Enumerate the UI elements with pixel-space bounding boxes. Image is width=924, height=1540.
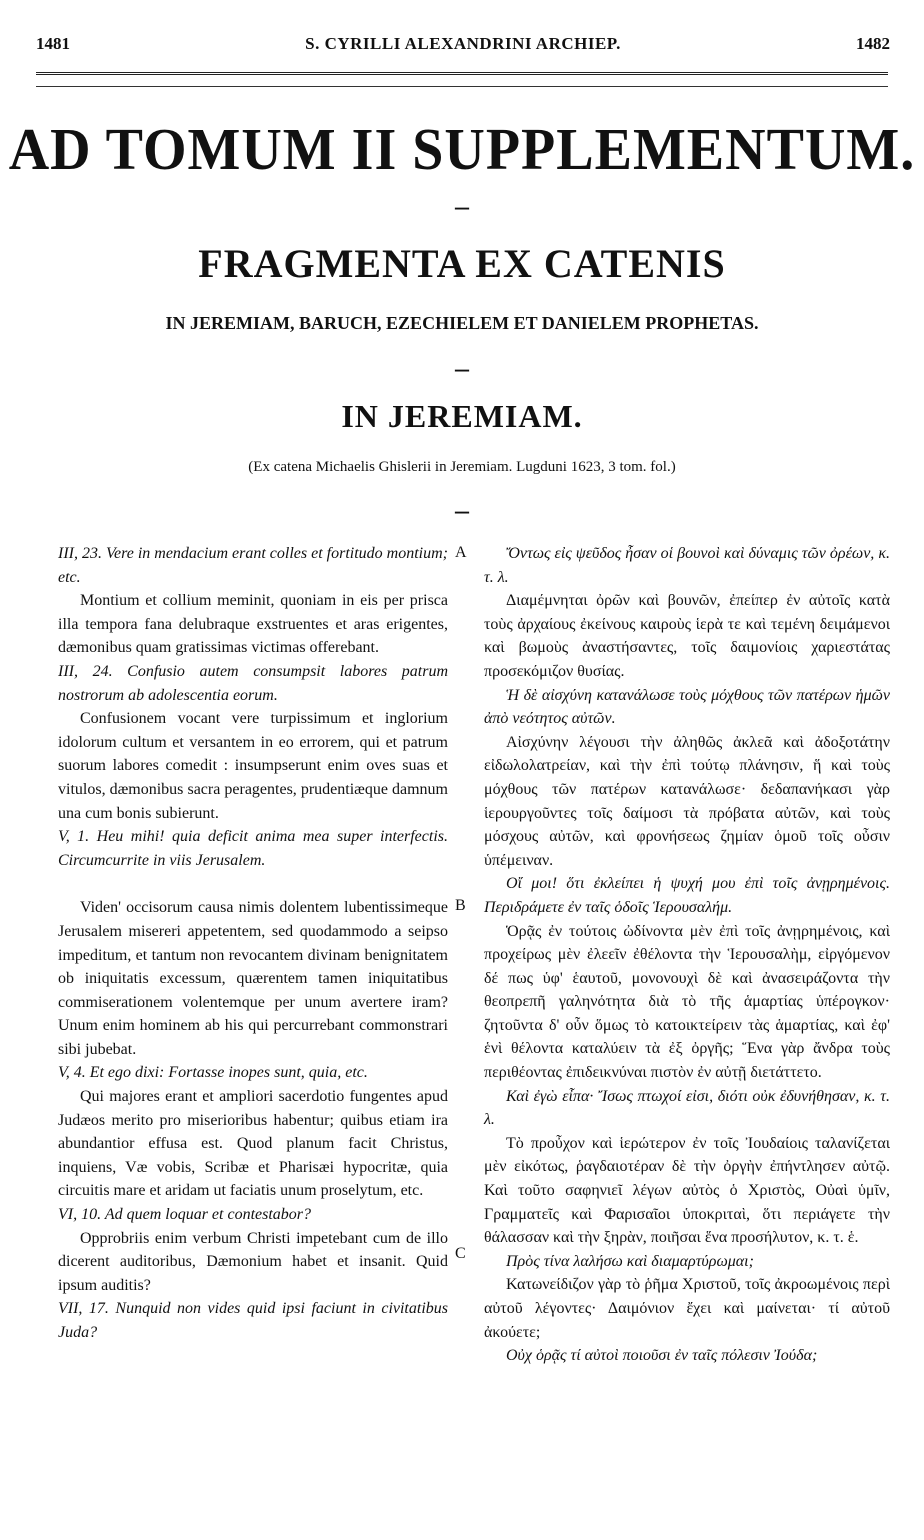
- source-note: (Ex catena Michaelis Ghislerii in Jeremiam. Lugduni 1623, 3 tom. fol.): [248, 459, 676, 475]
- commentary-paragraph: Opprobriis enim verbum Christi impetebant cum de illo dicerent auditoribus, Dæmonium habet et insanit. Quid ipsum auditis?: [58, 1229, 448, 1294]
- running-title: S. CYRILLI ALEXANDRINI ARCHIEP.: [305, 34, 621, 53]
- divider-dash-1: —: [454, 198, 470, 217]
- verse-heading: V, 1. Heu mihi! quia deficit anima mea super interfectis. Circumcurrite in viis Jerusalem.: [58, 828, 448, 869]
- verse-heading: Ἡ δὲ αἰσχύνη κατανάλωσε τοὺς μόχθους τῶν πατέρων ἡμῶν ἀπὸ νεότητος αὐτῶν.: [484, 686, 890, 728]
- verse-heading: Ὄντως εἰς ψεῦδος ἦσαν οἱ βουνοὶ καὶ δύναμις τῶν ὀρέων, κ. τ. λ.: [484, 545, 890, 586]
- verse-heading: Πρὸς τίνα λαλήσω καὶ διαμαρτύρωμαι;: [506, 1252, 754, 1270]
- verse-heading: V, 4. Et ego dixi: Fortasse inopes sunt, quia, etc.: [58, 1064, 368, 1082]
- right-page-number: 1482: [856, 34, 890, 53]
- divider-dash-3: —: [454, 502, 470, 521]
- greek-column: [484, 542, 890, 1368]
- commentary-paragraph: Confusionem vocant vere turpissimum et inglorium idolorum cultum et versantem in eo errorem, qui et patrum suorum labores comedit : insumpserunt enim oves suas et vitulos, dæmonibus sacra peragentes, prudentiæque damnum una cum bonis subierunt.: [58, 710, 448, 822]
- verse-heading: Οἴ μοι! ὅτι ἐκλείπει ἡ ψυχή μου ἐπὶ τοῖς ἀνῃρημένοις. Περιδράμετε ἐν ταῖς ὁδοῖς Ἱερουσαλήμ.: [484, 875, 890, 916]
- commentary-paragraph: Qui majores erant et ampliori sacerdotio fungentes apud Judæos merito pro miserioribus habentur; quibus etiam ira abundantior effusa est. Quod planum facit Christus, inquiens, Væ vobis, Scribæ et Pharisæi hypocritæ, quia circuitis mare et aridam ut faciatis unum proselytum, etc.: [58, 1088, 448, 1200]
- running-header: [36, 34, 890, 58]
- verse-heading: Οὐχ ὁρᾷς τί αὐτοὶ ποιοῦσι ἐν ταῖς πόλεσιν Ἰούδα;: [506, 1347, 818, 1365]
- commentary-paragraph: Viden' occisorum causa nimis dolentem lubentissimeque Jerusalem misereri appetentem, sed quodammodo a seipso impeditum, et tantum non revocantem divinam benignitatem ob iniquitatis excessum, quærentem tamen iniquitatibus commiserationem volentemque per unum avertere iram? Unum enim hominem ab his qui percurrebant commonstrari sibi jubebat.: [58, 899, 448, 1058]
- section-heading: IN JEREMIAM.: [341, 398, 583, 434]
- header-double-rule: [36, 72, 888, 75]
- verse-heading: Καὶ ἐγὼ εἶπα· Ἴσως πτωχοί εἰσι, διότι οὐκ ἐδυνήθησαν, κ. τ. λ.: [484, 1087, 890, 1129]
- subtitle-prophets: IN JEREMIAM, BARUCH, EZECHIELEM ET DANIELEM PROPHETAS.: [165, 313, 759, 333]
- verse-heading: VI, 10. Ad quem loquar et contestabor?: [58, 1206, 312, 1224]
- verse-heading: III, 23. Vere in mendacium erant colles et fortitudo montium; etc.: [58, 545, 448, 586]
- verse-heading: VII, 17. Nunquid non vides quid ipsi faciunt in civitatibus Juda?: [58, 1300, 448, 1341]
- latin-column: [58, 542, 448, 1345]
- commentary-paragraph: Montium et collium meminit, quoniam in eis per prisca illa tempora fana delubraque exstruentes et aras erigentes, dæmonibus quam gratissimas victimas offerebant.: [58, 592, 448, 657]
- margin-marker-c: C: [455, 1245, 466, 1262]
- commentary-paragraph: Αἰσχύνην λέγουσι τὴν ἀληθῶς ἀκλεᾶ καὶ ἀδοξοτάτην εἰδωλολατρείαν, καὶ τὴν ἐπὶ τούτῳ πλάνησιν, ἥ καὶ τοὺς μόχθους τῶν πατέρων κατανάλωσε· δεδαπανήκασι γὰρ ἱερουργοῦντες τοῖς δαίμοσι τὰ πρόβατα αὐτῶν, καὶ τοὺς μόσχους αὐτῶν, καὶ φρονήσεως ζημίαν ὁμοῦ τοῖς οὖσιν ὑπέμειναν.: [484, 733, 890, 869]
- header-rule: [36, 86, 888, 87]
- commentary-paragraph: Τὸ προὖχον καὶ ἱερώτερον ἐν τοῖς Ἰουδαίοις ταλανίζεται μὲν εἰκότως, ῥαγδαιοτέραν δὲ τὴν ὀργὴν ἐπήντλησεν αὐτῷ. Καὶ τοῦτο σαφηνιεῖ λέγων αὐτὸς ὁ Χριστὸς, Οὐαὶ ὑμῖν, Γραμματεῖς καὶ Φαρισαῖοι ὑποκριταὶ, ὅτι περιάγετε τὴν θάλασσαν καὶ τὴν ξηρὰν, ποιῆσαι ἕνα προσήλυτον, κ. τ. ἑ.: [484, 1134, 890, 1247]
- subtitle: FRAGMENTA EX CATENIS: [198, 241, 726, 286]
- commentary-paragraph: Κατωνείδιζον γὰρ τὸ ῥῆμα Χριστοῦ, τοῖς ἀκροωμένοις περὶ αὐτοῦ λέγοντες· Δαιμόνιον ἔχει καὶ μαίνεται· τί αὐτοῦ ἀκούετε;: [484, 1276, 890, 1341]
- margin-marker-a: A: [455, 544, 467, 561]
- commentary-paragraph: Ὁρᾷς ἐν τούτοις ὠδίνοντα μὲν ἐπὶ τοῖς ἀνῃρημένοις, καὶ προχείρως μὲν ἐλεεῖν ἐθέλοντα τὴν Ἱερουσαλὴμ, εἰργόμενον δέ πως ὑφ' ἑαυτοῦ, μονονουχὶ δὲ καὶ ἀνασειράζοντα τὴν θεοπρεπῆ γαληνότητα διὰ τὸ τῆς ἁμαρτίας ὑπέρογκον· ζητοῦντα δ' οὖν ὅμως τὸ κατοικτείρειν τὰς ἁμαρτίας, καὶ ἐφ' ἑνὶ θέλοντα καταλύειν τὰ ἐξ ὀργῆς; Ἕνα γὰρ ἄνδρα τοὺς περιθέοντας ἐπιδεικνύναι πιστὸν ἐν αὐτῇ διετάττετο.: [484, 922, 890, 1082]
- verse-heading: III, 24. Confusio autem consumpsit labores patrum nostrorum ab adolescentia eorum.: [58, 662, 448, 704]
- margin-marker-b: B: [455, 897, 466, 914]
- commentary-paragraph: Διαμέμνηται ὀρῶν καὶ βουνῶν, ἐπείπερ ἐν αὐτοῖς κατὰ τοὺς ἀρχαίους ἐκείνους καιροὺς ἱερὰ τε καὶ τεμένη δειμάμενοι καὶ βωμοὺς ἀναστήσαντες, τοῖς δαιμονίοις χαριεστάτας προσεκόμιζον θυσίας.: [484, 592, 890, 680]
- divider-dash-2: —: [454, 360, 470, 379]
- left-page-number: 1481: [36, 34, 70, 53]
- page-title: AD TOMUM II SUPPLEMENTUM.: [8, 117, 916, 183]
